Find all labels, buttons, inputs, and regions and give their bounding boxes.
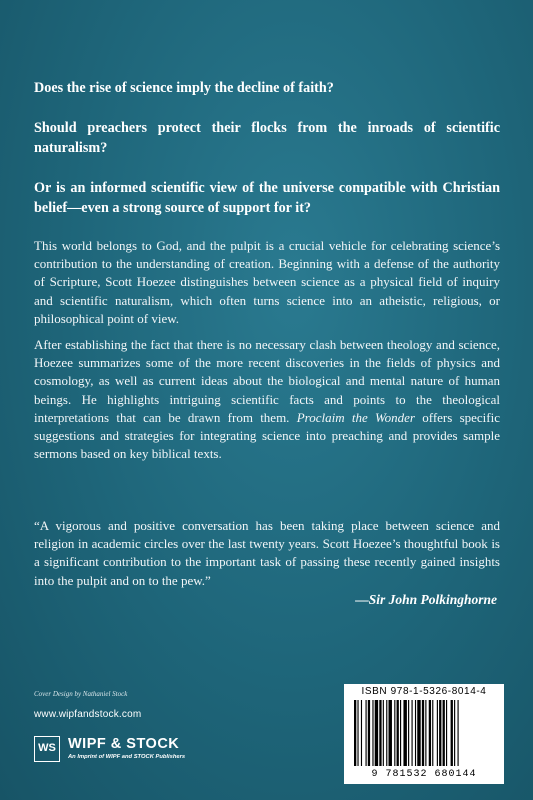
publisher-tagline: An Imprint of WIPF and STOCK Publishers bbox=[68, 754, 186, 760]
paragraph-2-text-a: After establishing the fact that there is no necessary clash between theology and science, Hoezee summarizes some of the more recent discoveries in the fields of physics and cosmology, as well as current ideas about the biological and mental nature of human beings. He highlights intriguing scientific facts and points to the theological interpretations that can be drawn from them. bbox=[34, 337, 500, 425]
publisher-website: www.wipfandstock.com bbox=[34, 709, 142, 720]
publisher-logo bbox=[34, 736, 224, 768]
barcode-digits: 9 781532 680144 bbox=[371, 769, 477, 780]
isbn-label: ISBN 978-1-5326-8014-4 bbox=[361, 686, 487, 697]
paragraph-2-text-b: offers specific suggestions and strategies for integrating science into preaching and provides sample sermons based on key biblical texts. bbox=[34, 409, 500, 462]
cover-design-credit: Cover Design by Nathaniel Stock bbox=[34, 690, 128, 698]
book-title-italic: Proclaim the Wonder bbox=[296, 409, 415, 425]
question-1: Does the rise of science imply the decline of faith? bbox=[34, 80, 334, 96]
description-paragraph-1: This world belongs to God, and the pulpit is a crucial vehicle for celebrating science’s contribution to the understanding of creation. Beginning with a defense of the authority of Scripture, Scott Hoezee distinguishes between science as a physical field of inquiry and scientific naturalism, which often turns science into an atheistic, religious, or philosophical point of view. bbox=[34, 238, 500, 326]
publisher-name: WIPF & STOCK bbox=[68, 736, 180, 752]
endorsement-quote: “A vigorous and positive conversation has been taking place between science and religion in academic circles over the last twenty years. Scott Hoezee’s thoughtful book is a significant contribution to the important task of passing these recently gained insights into the pulpit and on to the pew.” bbox=[34, 518, 500, 588]
question-3: Or is an informed scientific view of the universe compatible with Christian belief—even a strong source of support for it? bbox=[34, 180, 500, 216]
isbn-barcode bbox=[344, 684, 504, 784]
publisher-mark-icon: WS bbox=[34, 736, 60, 762]
question-2: Should preachers protect their flocks from the inroads of scientific naturalism? bbox=[34, 120, 500, 156]
endorsement-attribution: —Sir John Polkinghorne bbox=[355, 592, 497, 607]
description-paragraph-2 bbox=[34, 336, 500, 463]
barcode-bars-icon bbox=[354, 700, 494, 768]
